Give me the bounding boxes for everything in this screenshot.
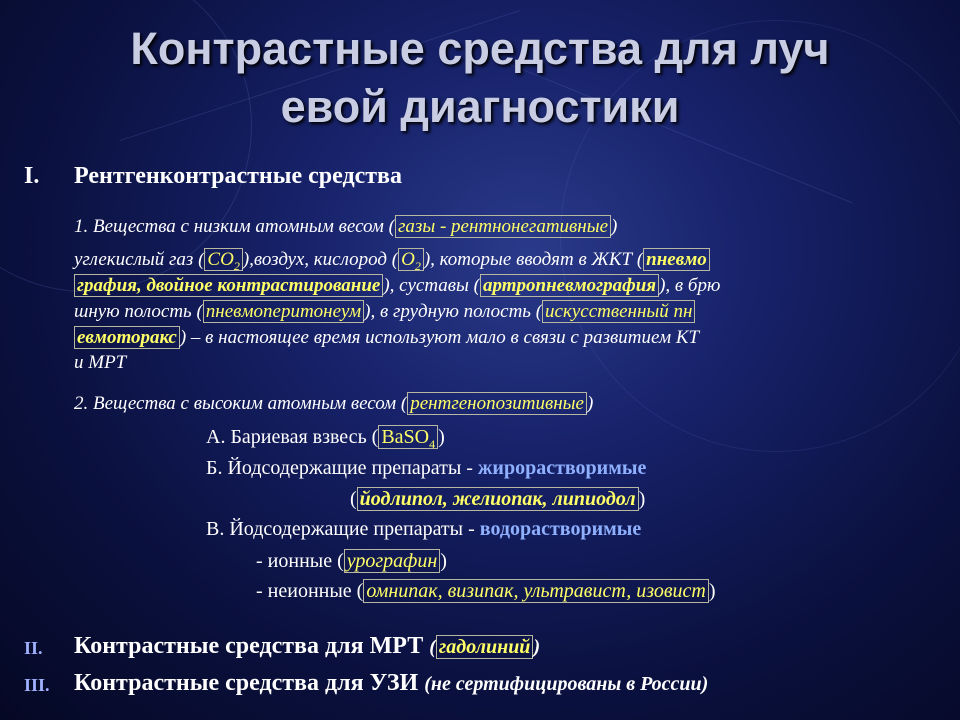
highlight-pneumoperitoneum: пневмоперитонеум: [203, 300, 364, 323]
highlight-radiopositive: рентгенопозитивные: [407, 392, 587, 415]
highlight-gases: газы - рентнонегативные: [395, 215, 611, 238]
paragraph-line-4: евмоторакс ) – в настоящее время используют мало в связи с развитием КТ: [74, 327, 699, 349]
highlight-co2: $СО_2$: [204, 248, 242, 271]
highlight-artificial-pneumothorax: искусственный пн: [542, 300, 695, 323]
highlight-pneumography: пневмо: [643, 248, 710, 271]
item-1-intro: 1. Вещества с низким атомным весом ( газы - рентнонегативные ): [74, 216, 618, 237]
section-1-numeral: I.: [24, 163, 40, 189]
sub-item-c: В. Йодсодержащие препараты - водорастворимые: [206, 518, 642, 540]
section-2-numeral: II.: [24, 638, 43, 658]
paragraph-line-1: углекислый газ ( $СО_2$ ),воздух, кислород ( $О_2$ ), которые вводят в ЖКТ ( пневмо: [74, 249, 710, 274]
paragraph-line-3: шную полость ( пневмоперитонеум ), в грудную полость ( искусственный пн: [74, 301, 695, 323]
title-line-1: Контрастные средства для луч: [130, 23, 830, 74]
sub-item-b-examples: ( йодлипол, желиопак, липиодол ): [350, 488, 646, 510]
highlight-pneumothorax: евмоторакс: [74, 326, 180, 349]
highlight-double-contrast: графия, двойное контрастирование: [74, 274, 383, 297]
section-3-heading: Контрастные средства для УЗИ (не сертифицированы в России): [74, 670, 709, 696]
section-2-heading: Контрастные средства для МРТ ( гадолиний ): [74, 633, 541, 659]
water-soluble-label: водорастворимые: [479, 518, 642, 540]
sub-item-a: А. Бариевая взвесь ( BaSO$_4$ ): [206, 426, 445, 451]
section-3-note: (не сертифицированы в России): [424, 673, 709, 695]
highlight-urografin: урографин: [344, 549, 441, 573]
sub-item-b: Б. Йодсодержащие препараты - жирорастворимые: [206, 457, 647, 479]
item-2-intro: 2. Вещества с высоким атомным весом ( рентгенопозитивные ): [74, 393, 594, 414]
section-3-numeral: III.: [24, 675, 50, 695]
highlight-iodolipol: йодлипол, желиопак, липиодол: [357, 487, 639, 511]
highlight-arthropneumography: артропневмография: [480, 274, 659, 297]
highlight-o2: $О_2$: [398, 248, 424, 271]
slide-title: [0, 20, 960, 136]
paragraph-line-2: графия, двойное контрастирование ), суставы ( артропневмография ), в брю: [74, 275, 720, 297]
highlight-baso4: BaSO$_4$: [378, 425, 438, 449]
fat-soluble-label: жирорастворимые: [477, 457, 647, 479]
nonionic-line: - неионные ( омнипак, визипак, ультравист, изовист ): [256, 580, 716, 602]
highlight-omnipaque: омнипак, визипак, ультравист, изовист: [363, 579, 709, 603]
ionic-line: - ионные ( урографин ): [256, 550, 447, 572]
highlight-gadolinium: гадолиний: [436, 635, 534, 659]
title-line-2: евой диагностики: [280, 81, 680, 132]
section-1-heading: Рентгенконтрастные средства: [74, 163, 402, 189]
paragraph-line-5: и МРТ: [74, 352, 127, 373]
